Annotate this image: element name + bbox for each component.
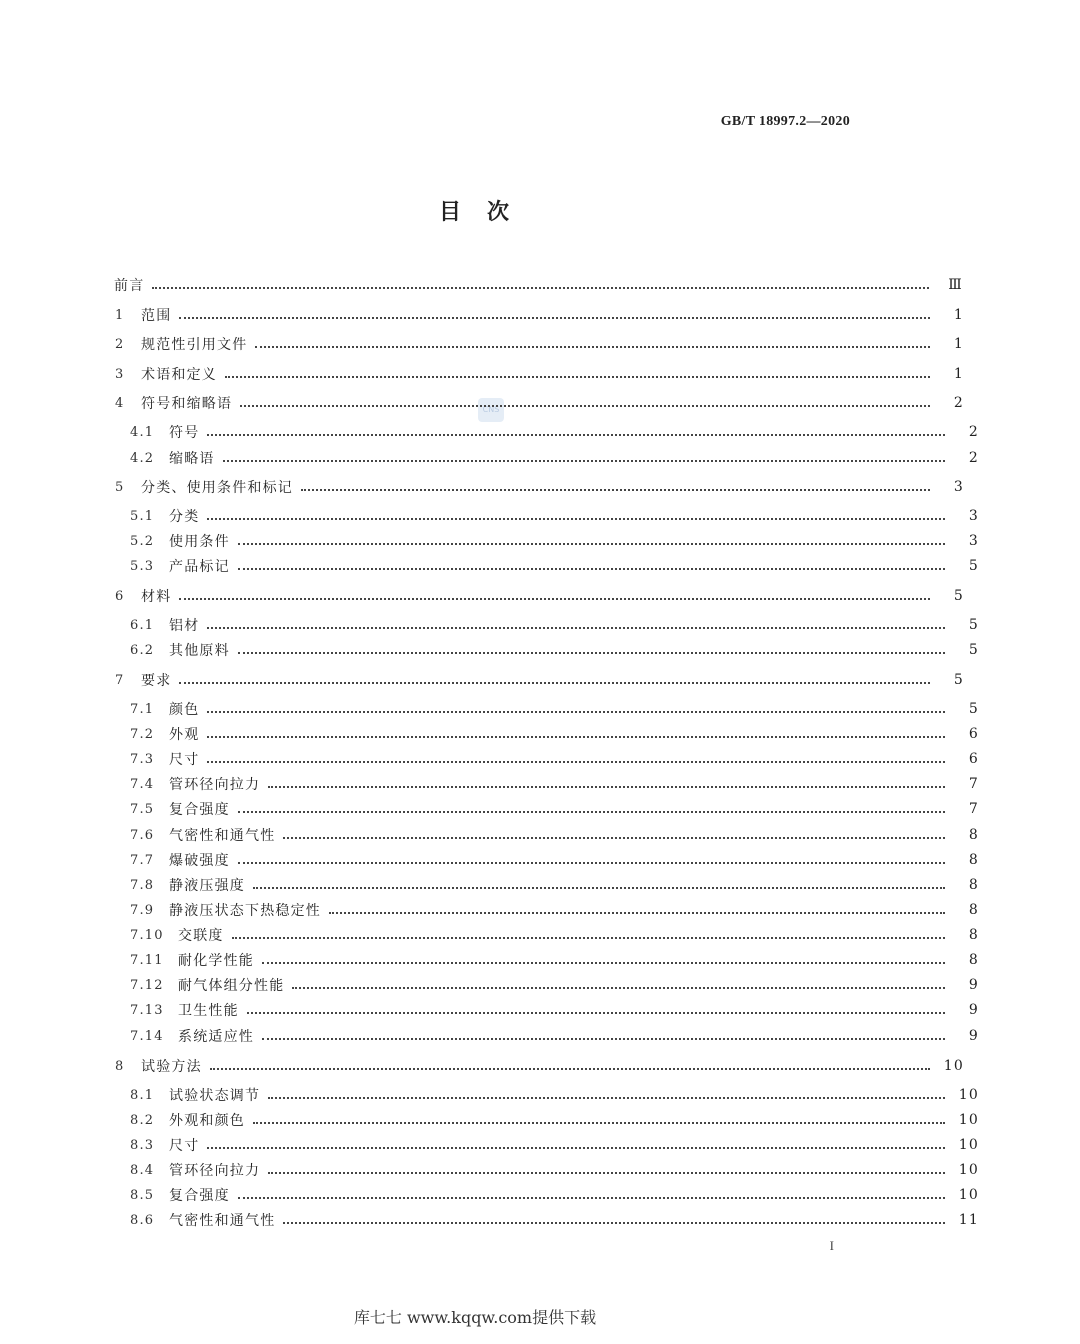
dot-leader [301,489,930,491]
toc-entry-number: 8.2 [130,1112,155,1128]
toc-entry-label: 气密性和通气性 [169,828,276,844]
toc-entry-number: 7.12 [130,977,164,993]
toc-entry-label: 铝材 [169,618,200,634]
toc-entry[interactable] [0,749,1080,769]
toc-entry-number: 2 [115,336,125,352]
toc-entry-label: 静液压状态下热稳定性 [169,903,321,919]
toc-entry-number: 7.5 [130,801,155,817]
toc-entry-label: 符号和缩略语 [141,396,233,412]
toc-entry[interactable] [0,531,1080,551]
toc-entry[interactable] [0,640,1080,660]
dot-leader [253,887,945,889]
toc-entry[interactable] [0,1026,1080,1046]
toc-entry-number: 7.1 [130,701,155,717]
toc-entry-label: 其他原料 [169,643,230,659]
toc-entry-label: 规范性引用文件 [141,337,248,353]
dot-leader [225,376,930,378]
toc-entry[interactable] [0,950,1080,970]
toc-entry-number: 8.4 [130,1162,155,1178]
dot-leader [255,346,930,348]
toc-entry-page: 3 [968,508,979,524]
toc-entry-number: 7.14 [130,1028,164,1044]
dot-leader [207,711,945,713]
dot-leader [283,1222,945,1224]
dot-leader [253,1122,945,1124]
toc-entry-number: 7 [115,672,125,688]
toc-entry-label: 交联度 [178,928,224,944]
dot-leader [207,434,945,436]
dot-leader [207,761,945,763]
dot-leader [238,543,945,545]
toc-entry[interactable] [0,1160,1080,1180]
toc-entry-label: 复合强度 [169,802,230,818]
toc-entry-label: 管环径向拉力 [169,777,261,793]
toc-entry-label: 术语和定义 [141,367,217,383]
toc-entry-number: 7.4 [130,776,155,792]
dot-leader [207,1147,945,1149]
toc-entry-number: 5.3 [130,558,155,574]
toc-entry-label: 试验状态调节 [169,1088,261,1104]
toc-entry-label: 范围 [141,308,172,324]
toc-entry[interactable] [0,364,1065,384]
dot-leader [329,912,945,914]
toc-entry-number: 6.1 [130,617,155,633]
toc-entry-page: 10 [958,1112,979,1128]
toc-entry-page: 5 [968,642,979,658]
toc-entry-page: 5 [968,558,979,574]
toc-entry-label: 要求 [141,673,172,689]
toc-entry-label: 耐气体组分性能 [178,978,285,994]
watermark-logo-icon: CNS [478,398,504,422]
toc-entry[interactable] [0,774,1080,794]
toc-entry-number: 8 [115,1058,125,1074]
toc-entry-label: 分类、使用条件和标记 [141,480,293,496]
toc-entry[interactable] [0,825,1080,845]
toc-entry[interactable] [0,448,1080,468]
toc-entry-label: 复合强度 [169,1188,230,1204]
toc-entry-label: 尺寸 [169,1138,200,1154]
toc-entry[interactable] [0,1056,1065,1076]
dot-leader [247,1012,945,1014]
toc-entry[interactable] [0,422,1080,442]
toc-entry[interactable] [0,799,1080,819]
toc-entry[interactable] [0,506,1080,526]
dot-leader [240,405,930,407]
toc-entry-number: 5.2 [130,533,155,549]
dot-leader [268,1172,945,1174]
toc-entry-number: 3 [115,366,125,382]
toc-entry-number: 7.10 [130,927,164,943]
toc-entry-label: 使用条件 [169,534,230,550]
dot-leader [179,682,930,684]
toc-entry-number: 8.6 [130,1212,155,1228]
toc-entry-label: 试验方法 [141,1059,202,1075]
toc-entry[interactable] [0,1135,1080,1155]
dot-leader [207,518,945,520]
toc-entry-number: 7.2 [130,726,155,742]
toc-entry[interactable] [0,393,1065,413]
dot-leader [223,460,945,462]
toc-entry-page: Ⅲ [948,277,963,293]
toc-entry-label: 外观和颜色 [169,1113,245,1129]
toc-entry-page: 10 [958,1137,979,1153]
toc-entry[interactable] [0,975,1080,995]
page-number: I [829,1238,834,1253]
toc-entry-number: 7.9 [130,902,155,918]
toc-entry-number: 5.1 [130,508,155,524]
toc-entry-page: 7 [968,776,979,792]
toc-entry-page: 6 [968,751,979,767]
toc-entry-page: 8 [968,927,979,943]
toc-entry-number: 7.6 [130,827,155,843]
toc-entry[interactable] [0,900,1080,920]
toc-entry-page: 2 [968,450,979,466]
page-title: 目 次 [438,200,511,225]
toc-entry[interactable] [0,1210,1080,1230]
toc-entry-label: 静液压强度 [169,878,245,894]
toc-entry-number: 8.1 [130,1087,155,1103]
toc-entry[interactable] [0,305,1065,325]
toc-entry-number: 7.8 [130,877,155,893]
toc-entry[interactable] [0,1085,1080,1105]
toc-entry-page: 3 [953,479,964,495]
dot-leader [207,736,945,738]
dot-leader [238,862,945,864]
toc-entry-page: 5 [953,588,964,604]
dot-leader [238,652,945,654]
dot-leader [179,598,930,600]
dot-leader [232,937,945,939]
toc-entry-number: 8.3 [130,1137,155,1153]
toc-entry-page: 11 [958,1212,979,1228]
toc-entry-page: 2 [968,424,979,440]
toc-entry-page: 3 [968,533,979,549]
toc-entry-label: 尺寸 [169,752,200,768]
toc-entry-label: 前言 [114,278,145,294]
toc-entry-number: 6 [115,588,125,604]
toc-entry-number: 7.13 [130,1002,164,1018]
toc-entry-label: 分类 [169,509,200,525]
dot-leader [283,837,945,839]
dot-leader [152,287,929,289]
toc-entry-number: 6.2 [130,642,155,658]
toc-entry-label: 颜色 [169,702,200,718]
toc-entry-label: 材料 [141,589,172,605]
toc-entry-page: 2 [953,395,964,411]
toc-entry[interactable] [0,925,1080,945]
dot-leader [238,811,945,813]
toc-entry-label: 产品标记 [169,559,230,575]
toc-entry-page: 5 [968,701,979,717]
toc-entry[interactable] [0,875,1080,895]
toc-entry-page: 10 [958,1087,979,1103]
toc-entry-label: 系统适应性 [178,1029,254,1045]
toc-entry-label: 外观 [169,727,200,743]
dot-leader [268,1097,945,1099]
dot-leader [262,962,945,964]
toc-entry-page: 10 [958,1162,979,1178]
toc-entry-page: 7 [968,801,979,817]
toc-entry-number: 1 [115,307,125,323]
toc-entry-label: 卫生性能 [178,1003,239,1019]
toc-entry[interactable] [0,615,1080,635]
dot-leader [268,786,945,788]
dot-leader [292,987,945,989]
toc-entry-page: 8 [968,902,979,918]
toc-entry-page: 1 [953,307,964,323]
dot-leader [238,568,945,570]
toc-entry-label: 缩略语 [169,451,215,467]
dot-leader [210,1068,930,1070]
toc-entry[interactable] [0,724,1080,744]
toc-entry-label: 耐化学性能 [178,953,254,969]
toc-entry-page: 8 [968,877,979,893]
toc-entry-number: 7.3 [130,751,155,767]
toc-entry-page: 9 [968,1028,979,1044]
toc-entry-page: 5 [953,672,964,688]
toc-entry-page: 1 [953,366,964,382]
toc-entry[interactable] [0,275,1064,295]
toc-entry-page: 5 [968,617,979,633]
toc-entry[interactable] [0,1110,1080,1130]
toc-entry-page: 10 [958,1187,979,1203]
dot-leader [207,627,945,629]
toc-entry-number: 4.2 [130,450,155,466]
site-footer: 库七七 www.kqqw.com提供下载 [353,1308,597,1327]
toc-entry-label: 气密性和通气性 [169,1213,276,1229]
toc-entry-number: 4 [115,395,125,411]
toc-entry[interactable] [0,850,1080,870]
toc-entry-page: 9 [968,1002,979,1018]
standard-code: GB/T 18997.2—2020 [720,114,850,129]
toc-entry-page: 8 [968,827,979,843]
dot-leader [262,1038,945,1040]
toc-entry-page: 8 [968,852,979,868]
toc-entry[interactable] [0,477,1065,497]
toc-entry-number: 5 [115,479,125,495]
toc-entry-label: 管环径向拉力 [169,1163,261,1179]
toc-entry[interactable] [0,334,1065,354]
toc-entry-page: 1 [953,336,964,352]
toc-entry-number: 4.1 [130,424,155,440]
toc-entry-number: 7.7 [130,852,155,868]
toc-entry-page: 10 [943,1058,964,1074]
toc-entry-label: 符号 [169,425,200,441]
toc-entry[interactable] [0,699,1080,719]
dot-leader [238,1197,945,1199]
toc-entry[interactable] [0,670,1065,690]
toc-entry-number: 8.5 [130,1187,155,1203]
toc-entry-page: 9 [968,977,979,993]
toc-entry-number: 7.11 [130,952,164,968]
toc-entry[interactable] [0,556,1080,576]
toc-entry[interactable] [0,1185,1080,1205]
dot-leader [179,317,930,319]
toc-entry-page: 8 [968,952,979,968]
toc-entry-label: 爆破强度 [169,853,230,869]
toc-entry[interactable] [0,586,1065,606]
toc-entry-page: 6 [968,726,979,742]
toc-entry[interactable] [0,1000,1080,1020]
